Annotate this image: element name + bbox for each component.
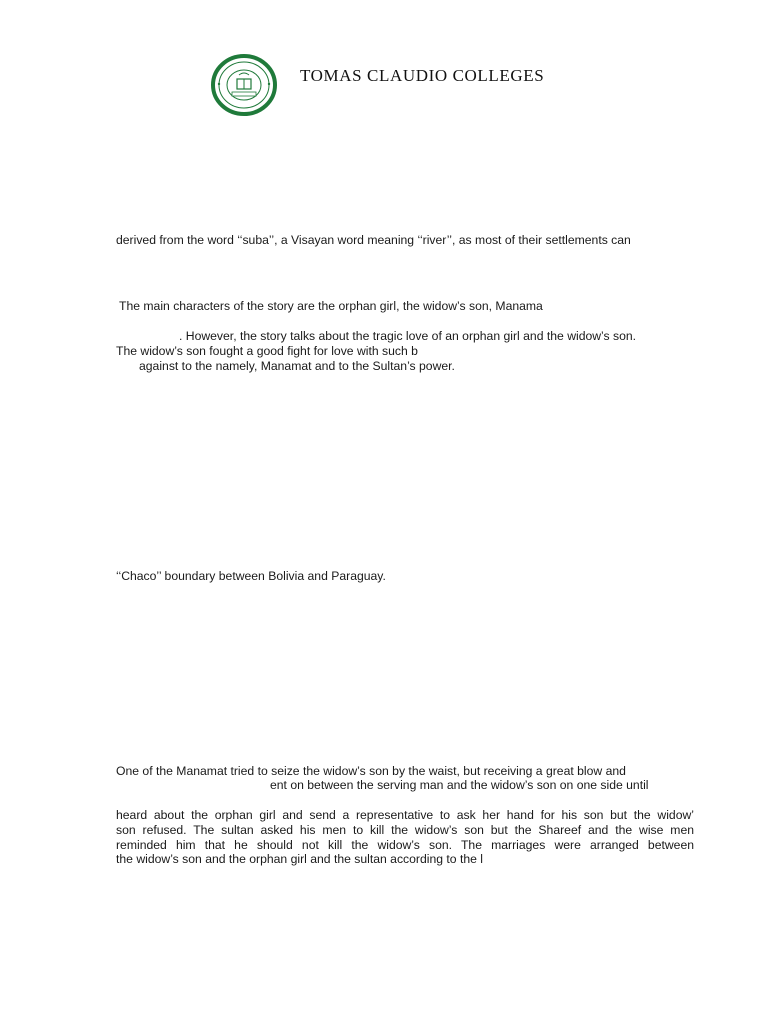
body-line-3: . However, the story talks about the tragic love of an orphan girl and the widow’s son. [179,329,637,343]
college-name: TOMAS CLAUDIO COLLEGES [300,66,545,85]
body-line-11: reminded him that he should not kill the widow’s son. The marriages were arranged between [116,838,694,852]
body-line-5: against to the namely, Manamat and to the Sultan’s power. [139,359,455,373]
body-line-9: heard about the orphan girl and send a representative to ask her hand for his son but the widow’ [116,808,694,822]
body-line-8: ent on between the serving man and the widow’s son on one side until [270,778,649,792]
body-line-1: derived from the word ‘‘suba’’, a Visayan word meaning ‘‘river’’, as most of their settlements can [116,233,631,247]
body-line-2: The main characters of the story are the orphan girl, the widow’s son, Manama [119,299,543,313]
body-line-12: the widow’s son and the orphan girl and the sultan according to the l [116,852,483,866]
body-line-4: The widow’s son fought a good fight for love with such b [116,344,418,358]
page-header [208,54,296,116]
body-line-7: One of the Manamat tried to seize the widow’s son by the waist, but receiving a great blow and [116,764,626,778]
college-seal-icon [208,54,296,116]
body-line-6: ‘‘Chaco’’ boundary between Bolivia and Paraguay. [116,569,386,583]
body-line-10: son refused. The sultan asked his men to kill the widow’s son but the Shareef and the wise men [116,823,694,837]
